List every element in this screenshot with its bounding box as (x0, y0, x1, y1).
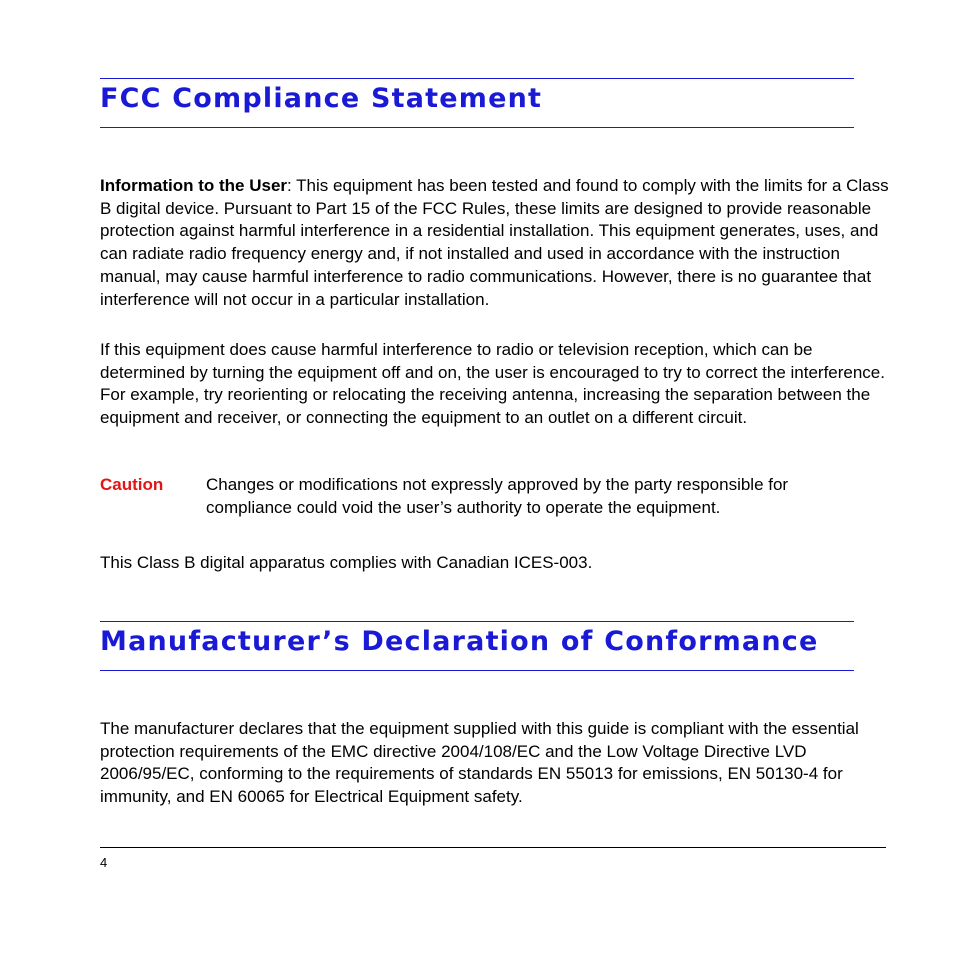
conformance-paragraph: The manufacturer declares that the equipment supplied with this guide is compliant with the essential protection requirements of the EMC directive 2004/108/EC and the Low Voltage Directive LVD 2006/95/EC, conforming to the requirements of standards EN 55013 for emissions, EN 50130-4 for immunity, and EN 60065 for Electrical Equipment safety. (100, 719, 859, 807)
page-number: 4 (100, 855, 108, 870)
conformance-heading: Manufacturer’s Declaration of Conformance (100, 626, 819, 657)
fcc-heading-top-rule (100, 78, 854, 79)
fcc-interference-paragraph: If this equipment does cause harmful interference to radio or television reception, which can be determined by turning the equipment off and on, the user is encouraged to try to correct the interference. For example, try reorienting or relocating the receiving antenna, increasing the separation between the equipment and receiver, or connecting the equipment to an outlet on a different circuit. (100, 340, 885, 428)
caution-label: Caution (100, 475, 164, 494)
info-text: : This equipment has been tested and found to comply with the limits for a Class B digital device. Pursuant to Part 15 of the FCC Rules, these limits are designed to provide reasonable protection against harmful interference in a residential installation. This equipment generates, uses, and can radiate radio frequency energy and, if not installed and used in accordance with the instruction manual, may cause harmful interference to radio communications. However, there is no guarantee that interference will not occur in a particular installation. (100, 176, 889, 309)
canada-compliance-note: This Class B digital apparatus complies with Canadian ICES-003. (100, 553, 593, 572)
conformance-heading-top-rule (100, 621, 854, 622)
fcc-heading-bottom-rule (100, 127, 854, 128)
footer-rule (100, 847, 886, 848)
conformance-heading-bottom-rule (100, 670, 854, 671)
fcc-heading: FCC Compliance Statement (100, 83, 543, 114)
fcc-info-paragraph (100, 175, 890, 311)
info-label: Information to the User (100, 176, 288, 195)
caution-text: Changes or modifications not expressly approved by the party responsible for compliance could void the user’s authority to operate the equipment. (206, 475, 789, 517)
